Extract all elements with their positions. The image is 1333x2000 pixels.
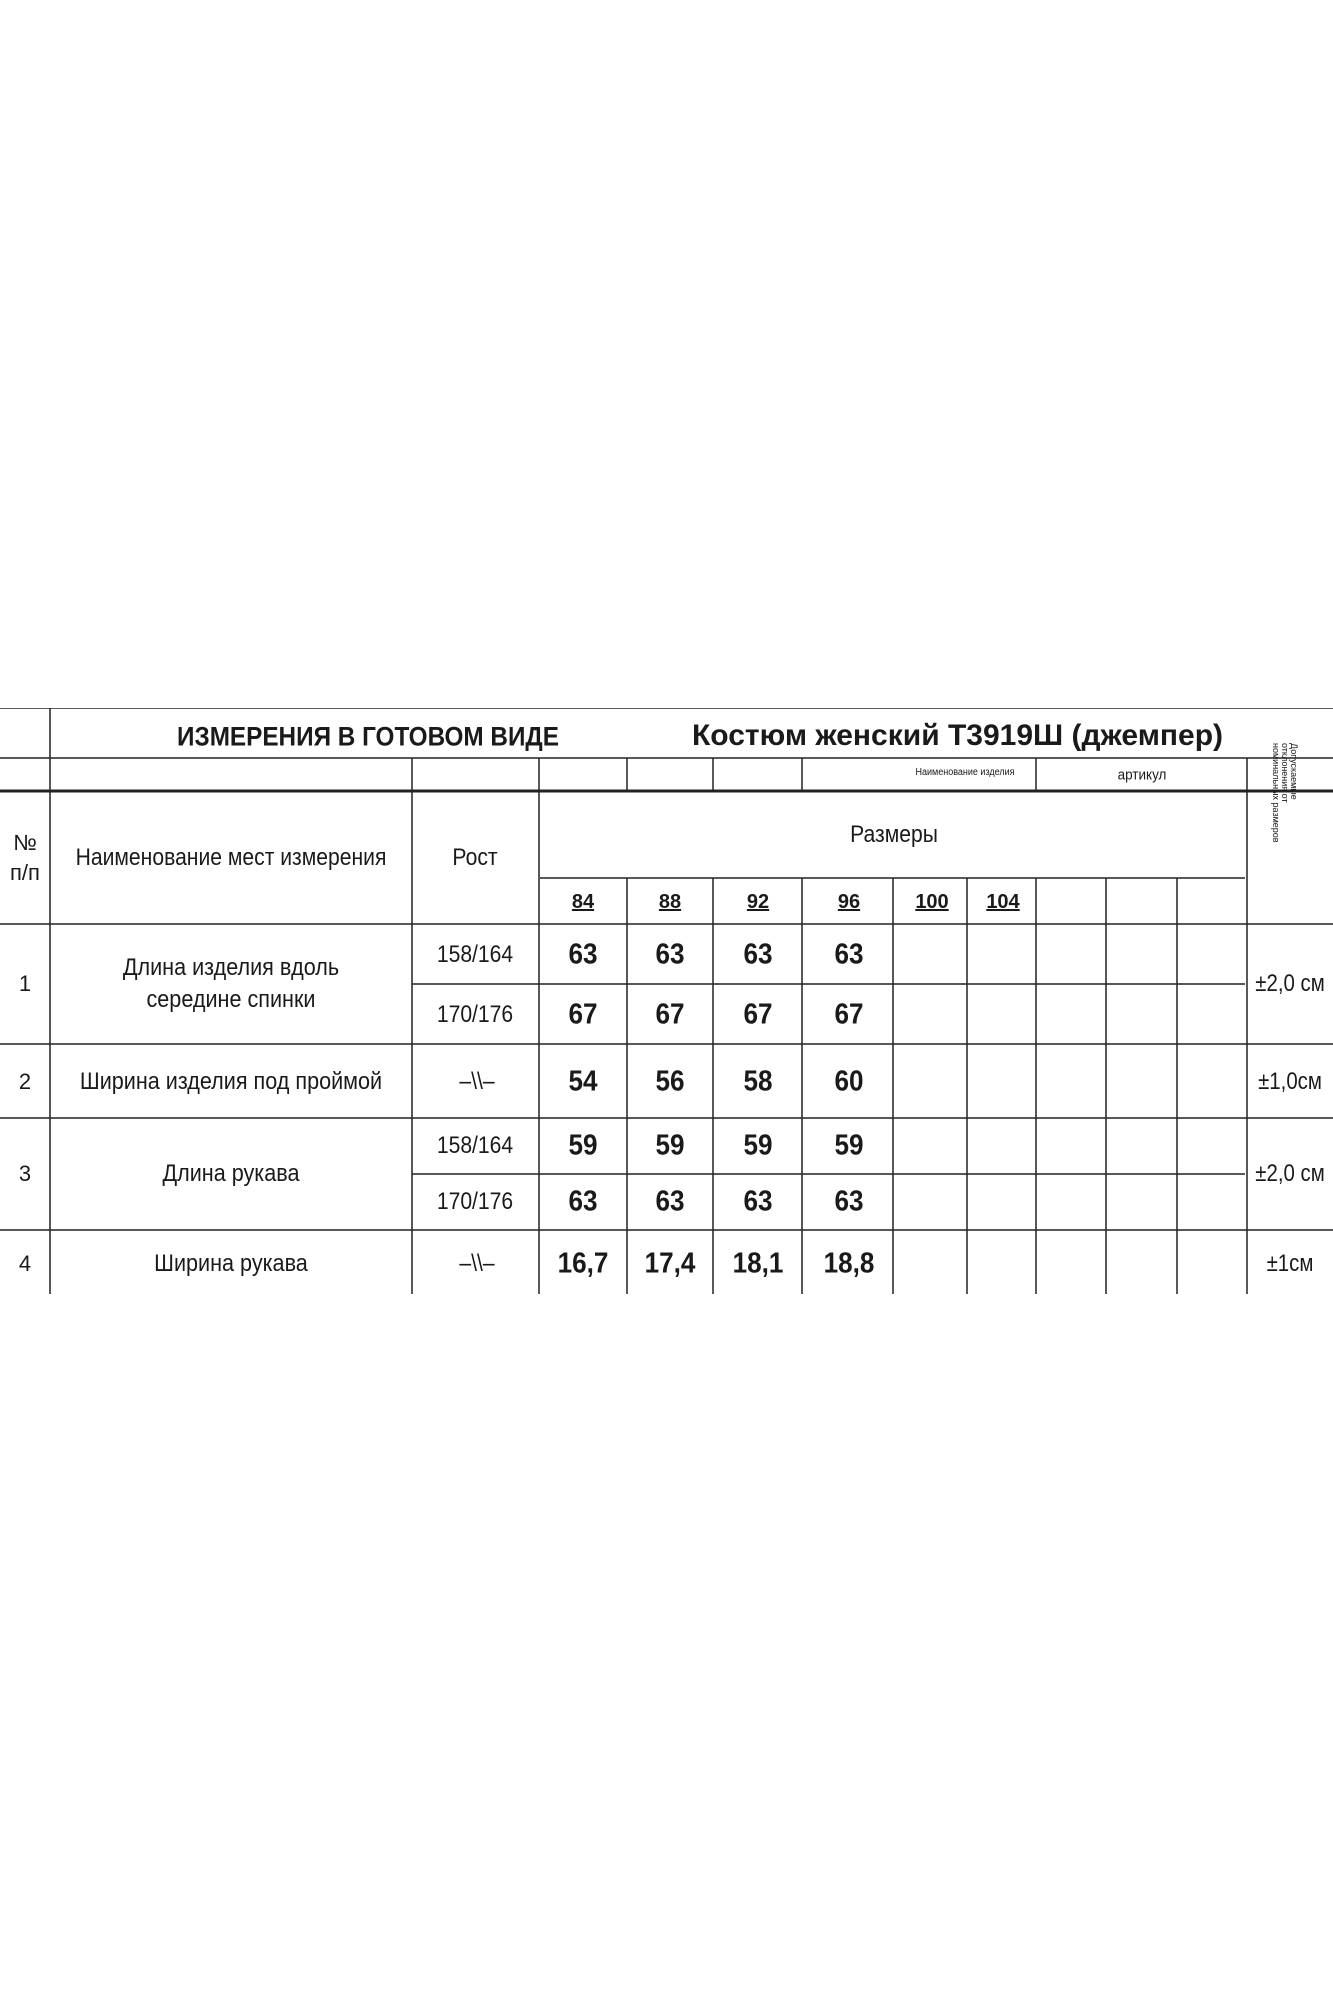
row-3-tolerance: ±2,0 см — [1255, 1160, 1325, 1187]
row-2-size-84: 54 — [568, 1065, 598, 1098]
row-4-height: –\\– — [459, 1250, 495, 1277]
row-1-tolerance: ±2,0 см — [1255, 970, 1325, 997]
row-1-2-size-92: 67 — [743, 998, 773, 1031]
size-92: 92 — [746, 891, 770, 913]
row-3-height-1: 158/164 — [436, 1132, 514, 1159]
row-2-number: 2 — [18, 1069, 32, 1094]
row-1-2-size-96: 67 — [834, 998, 864, 1031]
tolerance-header: Допускаемые отклонения от номинальных размеров — [1271, 743, 1299, 843]
row-2-size-96: 60 — [834, 1065, 864, 1098]
product-title: Костюм женский Т3919Ш (джемпер) — [692, 719, 1224, 752]
sizes-header: Размеры — [850, 821, 938, 848]
column-number-header: № п/п — [10, 830, 40, 885]
measurements-title: ИЗМЕРЕНИЯ В ГОТОВОМ ВИДЕ — [177, 721, 559, 752]
row-3-name: Длина рукава — [162, 1160, 300, 1187]
row-3-2-size-84: 63 — [568, 1185, 598, 1218]
row-3-1-size-84: 59 — [568, 1129, 598, 1162]
row-1-name: Длина изделия вдоль середине спинки — [122, 954, 340, 1013]
row-3-2-size-92: 63 — [743, 1185, 773, 1218]
row-2-name: Ширина изделия под проймой — [79, 1068, 383, 1095]
row-1-1-size-92: 63 — [743, 938, 773, 971]
row-4-size-88: 17,4 — [644, 1247, 696, 1280]
row-3-height-2: 170/176 — [436, 1188, 514, 1215]
measurement-sheet — [0, 708, 1333, 1294]
size-104: 104 — [986, 891, 1020, 913]
row-1-1-size-96: 63 — [834, 938, 864, 971]
row-3-1-size-96: 59 — [834, 1129, 864, 1162]
row-3-1-size-92: 59 — [743, 1129, 773, 1162]
row-2-size-92: 58 — [743, 1065, 773, 1098]
row-1-1-size-84: 63 — [568, 938, 598, 971]
row-3-2-size-96: 63 — [834, 1185, 864, 1218]
row-1-1-size-88: 63 — [655, 938, 685, 971]
size-100: 100 — [915, 891, 949, 913]
row-3-number: 3 — [18, 1161, 32, 1186]
row-1-2-size-88: 67 — [655, 998, 685, 1031]
row-2-size-88: 56 — [655, 1065, 685, 1098]
row-1-height-2: 170/176 — [436, 1001, 514, 1028]
row-4-size-84: 16,7 — [557, 1247, 609, 1280]
row-1-height-1: 158/164 — [436, 941, 514, 968]
product-name-caption: Наименование изделия — [915, 767, 1015, 778]
row-4-name: Ширина рукава — [154, 1250, 308, 1277]
article-caption: артикул — [1117, 766, 1167, 784]
column-height-header: Рост — [452, 844, 498, 871]
row-2-height: –\\– — [459, 1068, 495, 1095]
size-88: 88 — [658, 891, 682, 913]
row-2-tolerance: ±1,0см — [1258, 1068, 1322, 1095]
row-4-size-96: 18,8 — [823, 1247, 875, 1280]
column-measure-name-header: Наименование мест измерения — [75, 844, 387, 871]
row-4-tolerance: ±1см — [1266, 1250, 1314, 1277]
row-3-1-size-88: 59 — [655, 1129, 685, 1162]
size-84: 84 — [571, 891, 595, 913]
row-1-2-size-84: 67 — [568, 998, 598, 1031]
size-96: 96 — [837, 891, 861, 913]
row-4-size-92: 18,1 — [732, 1247, 784, 1280]
row-3-2-size-88: 63 — [655, 1185, 685, 1218]
row-1-number: 1 — [18, 971, 32, 996]
row-4-number: 4 — [18, 1251, 32, 1276]
